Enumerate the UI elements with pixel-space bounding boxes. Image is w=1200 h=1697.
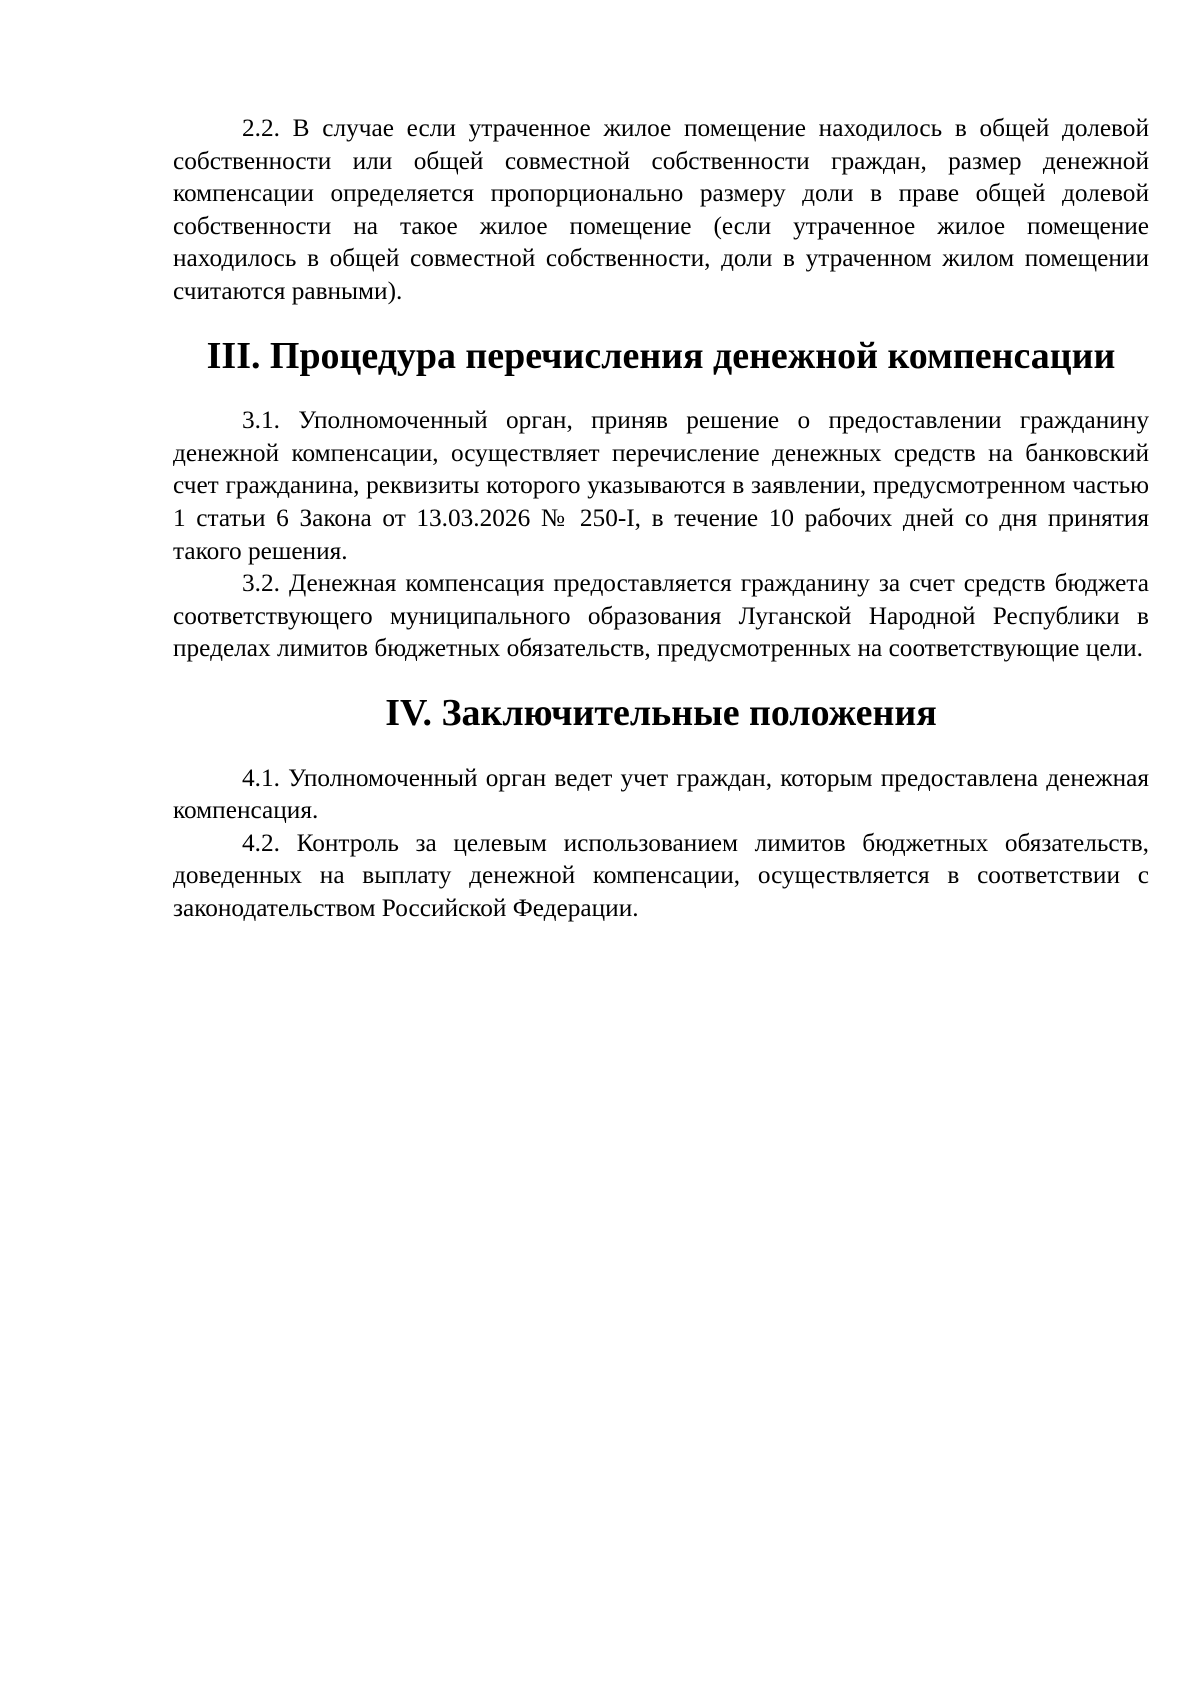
section-3-heading: III. Процедура перечисления денежной компенсации <box>206 334 1116 377</box>
document-body <box>173 112 1149 924</box>
paragraph-4-1: 4.1. Уполномоченный орган ведет учет граждан, которым предоставлена денежная компенсация. <box>173 763 1149 825</box>
paragraph-2-2: 2.2. В случае если утраченное жилое помещение находилось в общей долевой собственности или общей совместной собственности граждан, размер денежной компенсации определяется пропорционально размеру доли в праве общей долевой собственности на такое жилое помещение (если утраченное жилое помещение находилось в общей совместной собственности, доли в утраченном жилом помещении считаются равными). <box>173 114 1149 305</box>
section-4-heading: IV. Заключительные положения <box>385 691 937 734</box>
paragraph-3-2: 3.2. Денежная компенсация предоставляется гражданину за счет средств бюджета соответствующего муниципального образования Луганской Народной Республики в пределах лимитов бюджетных обязательств, предусмотренных на соответствующие цели. <box>173 569 1149 663</box>
paragraph-3-1: 3.1. Уполномоченный орган, приняв решение о предоставлении гражданину денежной компенсации, осуществляет перечисление денежных средств на банковский счет гражданина, реквизиты которого указываются в заявлении, предусмотренном частью 1 статьи 6 Закона от 13.03.2026 № 250-I, в течение 10 рабочих дней со дня принятия такого решения. <box>173 406 1149 565</box>
paragraph-4-2: 4.2. Контроль за целевым использованием лимитов бюджетных обязательств, доведенных на выплату денежной компенсации, осуществляется в соответствии с законодательством Российской Федерации. <box>173 828 1149 922</box>
